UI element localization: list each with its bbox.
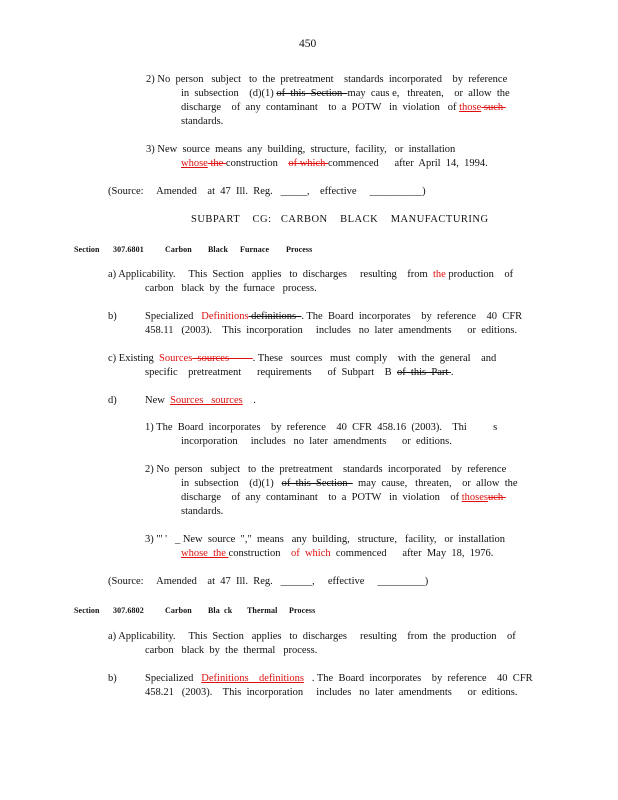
d2-line-1: 2) No person subject to the pretreatment standards incorporated by reference: [145, 464, 507, 475]
item-b-label: b): [108, 311, 117, 322]
inserted-text: whose the: [181, 548, 229, 559]
section-title-word: Process: [289, 606, 316, 615]
existing-sources-line-2: specific pretreatment requirements of Subpart B of this Part .: [145, 367, 454, 378]
item-2-line-3: discharge of any contaminant to a POTW in violation of those such: [181, 102, 506, 113]
section-label: Section: [74, 606, 100, 615]
deleted-text: of this Section: [276, 88, 348, 99]
deleted-text: sources: [192, 353, 253, 364]
subpart-title: SUBPART CG: CARBON BLACK MANUFACTURING: [191, 214, 489, 225]
inserted-text: Definitions: [201, 311, 249, 322]
d1-line-2: incorporation includes no later amendments or editions.: [181, 436, 452, 447]
item-d-label: d): [108, 395, 117, 406]
item-2-line-2: in subsection (d)(1) of this Section may caus e, threaten, or allow the: [181, 88, 510, 99]
inserted-text: Sources: [159, 353, 193, 364]
page-number: 450: [299, 38, 317, 50]
deleted-text: of this Part: [396, 367, 451, 378]
deleted-text: of which: [288, 158, 328, 169]
section-title-word: Furnace: [240, 245, 270, 254]
deleted-text: of this Section: [281, 478, 353, 489]
inserted-text: those: [459, 102, 482, 113]
inserted-text: the: [432, 269, 449, 280]
definitions-line-1: Specialized Definitions definitions . The Board incorporates by reference 40 CFR: [145, 673, 533, 684]
inserted-text: thoses: [461, 492, 488, 503]
definitions-line-2: 458.21 (2003). This incorporation includes no later amendments or editions.: [145, 687, 518, 698]
inserted-text: Sources sources: [170, 395, 243, 406]
item-b-label: b): [108, 673, 117, 684]
applicability-line-1: a) Applicability. This Section applies to discharges resulting from the production of: [108, 269, 514, 280]
section-label: Section: [74, 245, 100, 254]
d2-line-4: standards.: [181, 506, 224, 517]
definitions-line-1: Specialized Definitions definitions . The Board incorporates by reference 40 CFR: [145, 311, 523, 322]
source-note-2: (Source: Amended at 47 Ill. Reg. ______, effective _________): [108, 576, 429, 587]
new-sources-heading: New Sources sources .: [145, 395, 256, 406]
deleted-text: the: [207, 158, 226, 169]
d2-line-2: in subsection (d)(1) of this Section may cause, threaten, or allow the: [181, 478, 518, 489]
item-3-line-1: 3) New source means any building, structure, facility, or installation: [146, 144, 456, 155]
section-title-word: Thermal: [247, 606, 278, 615]
applicability-line-2: carbon black by the furnace process.: [145, 283, 317, 294]
section-title-word: Carbon: [165, 606, 192, 615]
d1-line-1: 1) The Board incorporates by reference 40 CFR 458.16 (2003). Thi s: [145, 422, 498, 433]
section-number: 307.6801: [113, 245, 144, 254]
existing-sources-line-1: c) Existing Sources sources . These sources must comply with the general and: [108, 353, 497, 364]
inserted-text: whose: [181, 158, 208, 169]
item-2-line-4: standards.: [181, 116, 224, 127]
section-title-word: Bla ck: [208, 606, 233, 615]
section-title-word: Carbon: [165, 245, 192, 254]
d3-line-1: 3) "' ' _ New source "," means any building, structure, facility, or installation: [145, 534, 506, 545]
applicability-line-2: carbon black by the thermal process.: [145, 645, 318, 656]
deleted-text: such: [481, 102, 506, 113]
applicability-line-1: a) Applicability. This Section applies to discharges resulting from the production of: [108, 631, 516, 642]
inserted-text: Definitions definitions: [201, 673, 304, 684]
d2-line-3: discharge of any contaminant to a POTW in violation of thosesuch: [181, 492, 506, 503]
item-2-line-1: 2) No person subject to the pretreatment standards incorporated by reference: [146, 74, 508, 85]
inserted-text: of which: [290, 548, 334, 559]
item-3-line-2: whose the construction of which commenced after April 14, 1994.: [181, 158, 488, 169]
definitions-line-2: 458.11 (2003). This incorporation includes no later amendments or editions.: [145, 325, 518, 336]
d3-line-2: whose the construction of which commenced after May 18, 1976.: [181, 548, 494, 559]
section-title-word: Black: [208, 245, 229, 254]
deleted-text: uch: [487, 492, 506, 503]
section-number: 307.6802: [113, 606, 144, 615]
section-title-word: Process: [286, 245, 313, 254]
deleted-text: definitions: [248, 311, 302, 322]
source-note-1: (Source: Amended at 47 Ill. Reg. _____, effective __________): [108, 186, 426, 197]
